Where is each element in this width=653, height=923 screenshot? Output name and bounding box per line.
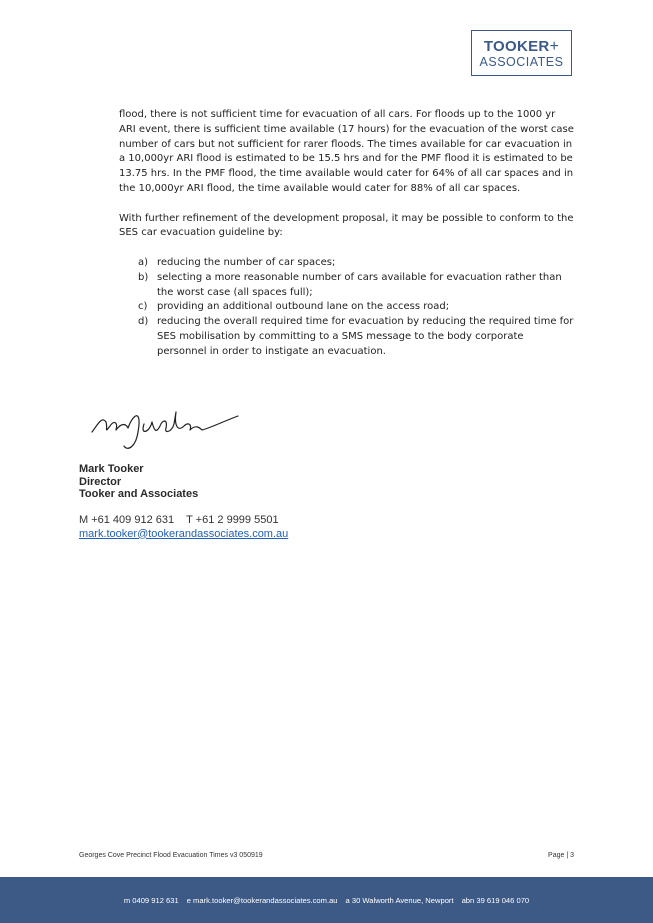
signatory-title: Director xyxy=(79,475,122,488)
logo-plus: + xyxy=(549,38,560,55)
contact-tel: T +61 2 9999 5501 xyxy=(186,514,279,526)
email-link[interactable]: mark.tooker@tookerandassociates.com.au xyxy=(79,527,289,540)
contact-mobile: M +61 409 912 631 xyxy=(79,514,175,526)
logo-line2: ASSOCIATES xyxy=(479,55,564,69)
letter-body xyxy=(119,108,574,360)
measures-list xyxy=(119,256,574,360)
logo-line1: TOOKER xyxy=(483,38,550,55)
paragraph-1: flood, there is not sufficient time for evacuation of all cars. For floods up to the 1000 yr ARI event, there is sufficient time available (17 hours) for the evacuation of the worst case number of cars but not sufficient for rarer floods. The times available for car evacuation in a 10,000yr ARI flood is estimated to be 15.5 hrs and for the PMF flood it is estimated to be 13.75 hrs. In the PMF flood, the time available would cater for 64% of all car spaces and in the 10,000yr ARI flood, the time available would cater for 88% of all car spaces. xyxy=(119,109,574,194)
list-item xyxy=(119,315,574,359)
list-item xyxy=(119,256,574,271)
footer-band xyxy=(0,877,653,923)
list-marker: d) xyxy=(138,316,149,328)
list-text: reducing the number of car spaces; xyxy=(157,256,336,268)
list-item xyxy=(119,271,574,301)
band-mobile: m 0409 912 631 xyxy=(123,895,179,905)
signatory-name: Mark Tooker xyxy=(79,463,144,475)
band-address: a 30 Walworth Avenue, Newport xyxy=(345,895,454,905)
paragraph-2: With further refinement of the development proposal, it may be possible to conform to the SES car evacuation guideline by: xyxy=(119,212,574,239)
footer-doc-title: Georges Cove Precinct Flood Evacuation Times v3 050919 xyxy=(79,852,263,859)
company-logo xyxy=(471,30,572,76)
contact-details xyxy=(79,514,288,541)
signatory-company: Tooker and Associates xyxy=(79,488,199,501)
handwritten-signature xyxy=(88,402,248,458)
band-email: e mark.tooker@tookerandassociates.com.au xyxy=(186,895,338,905)
list-marker: a) xyxy=(138,256,149,268)
band-abn: abn 39 619 046 070 xyxy=(461,895,530,905)
list-marker: b) xyxy=(138,271,149,283)
footer-page-number: Page | 3 xyxy=(548,852,574,859)
list-text: selecting a more reasonable number of cars available for evacuation rather than the worst case (all spaces full); xyxy=(157,271,562,298)
list-marker: c) xyxy=(138,301,148,313)
list-text: reducing the overall required time for evacuation by reducing the required time for SES mobilisation by committing to a SMS message to the body corporate personnel in order to instigate an evacuation. xyxy=(157,316,574,357)
list-item xyxy=(119,300,574,315)
list-text: providing an additional outbound lane on the access road; xyxy=(157,301,450,313)
signature-block xyxy=(79,463,198,501)
